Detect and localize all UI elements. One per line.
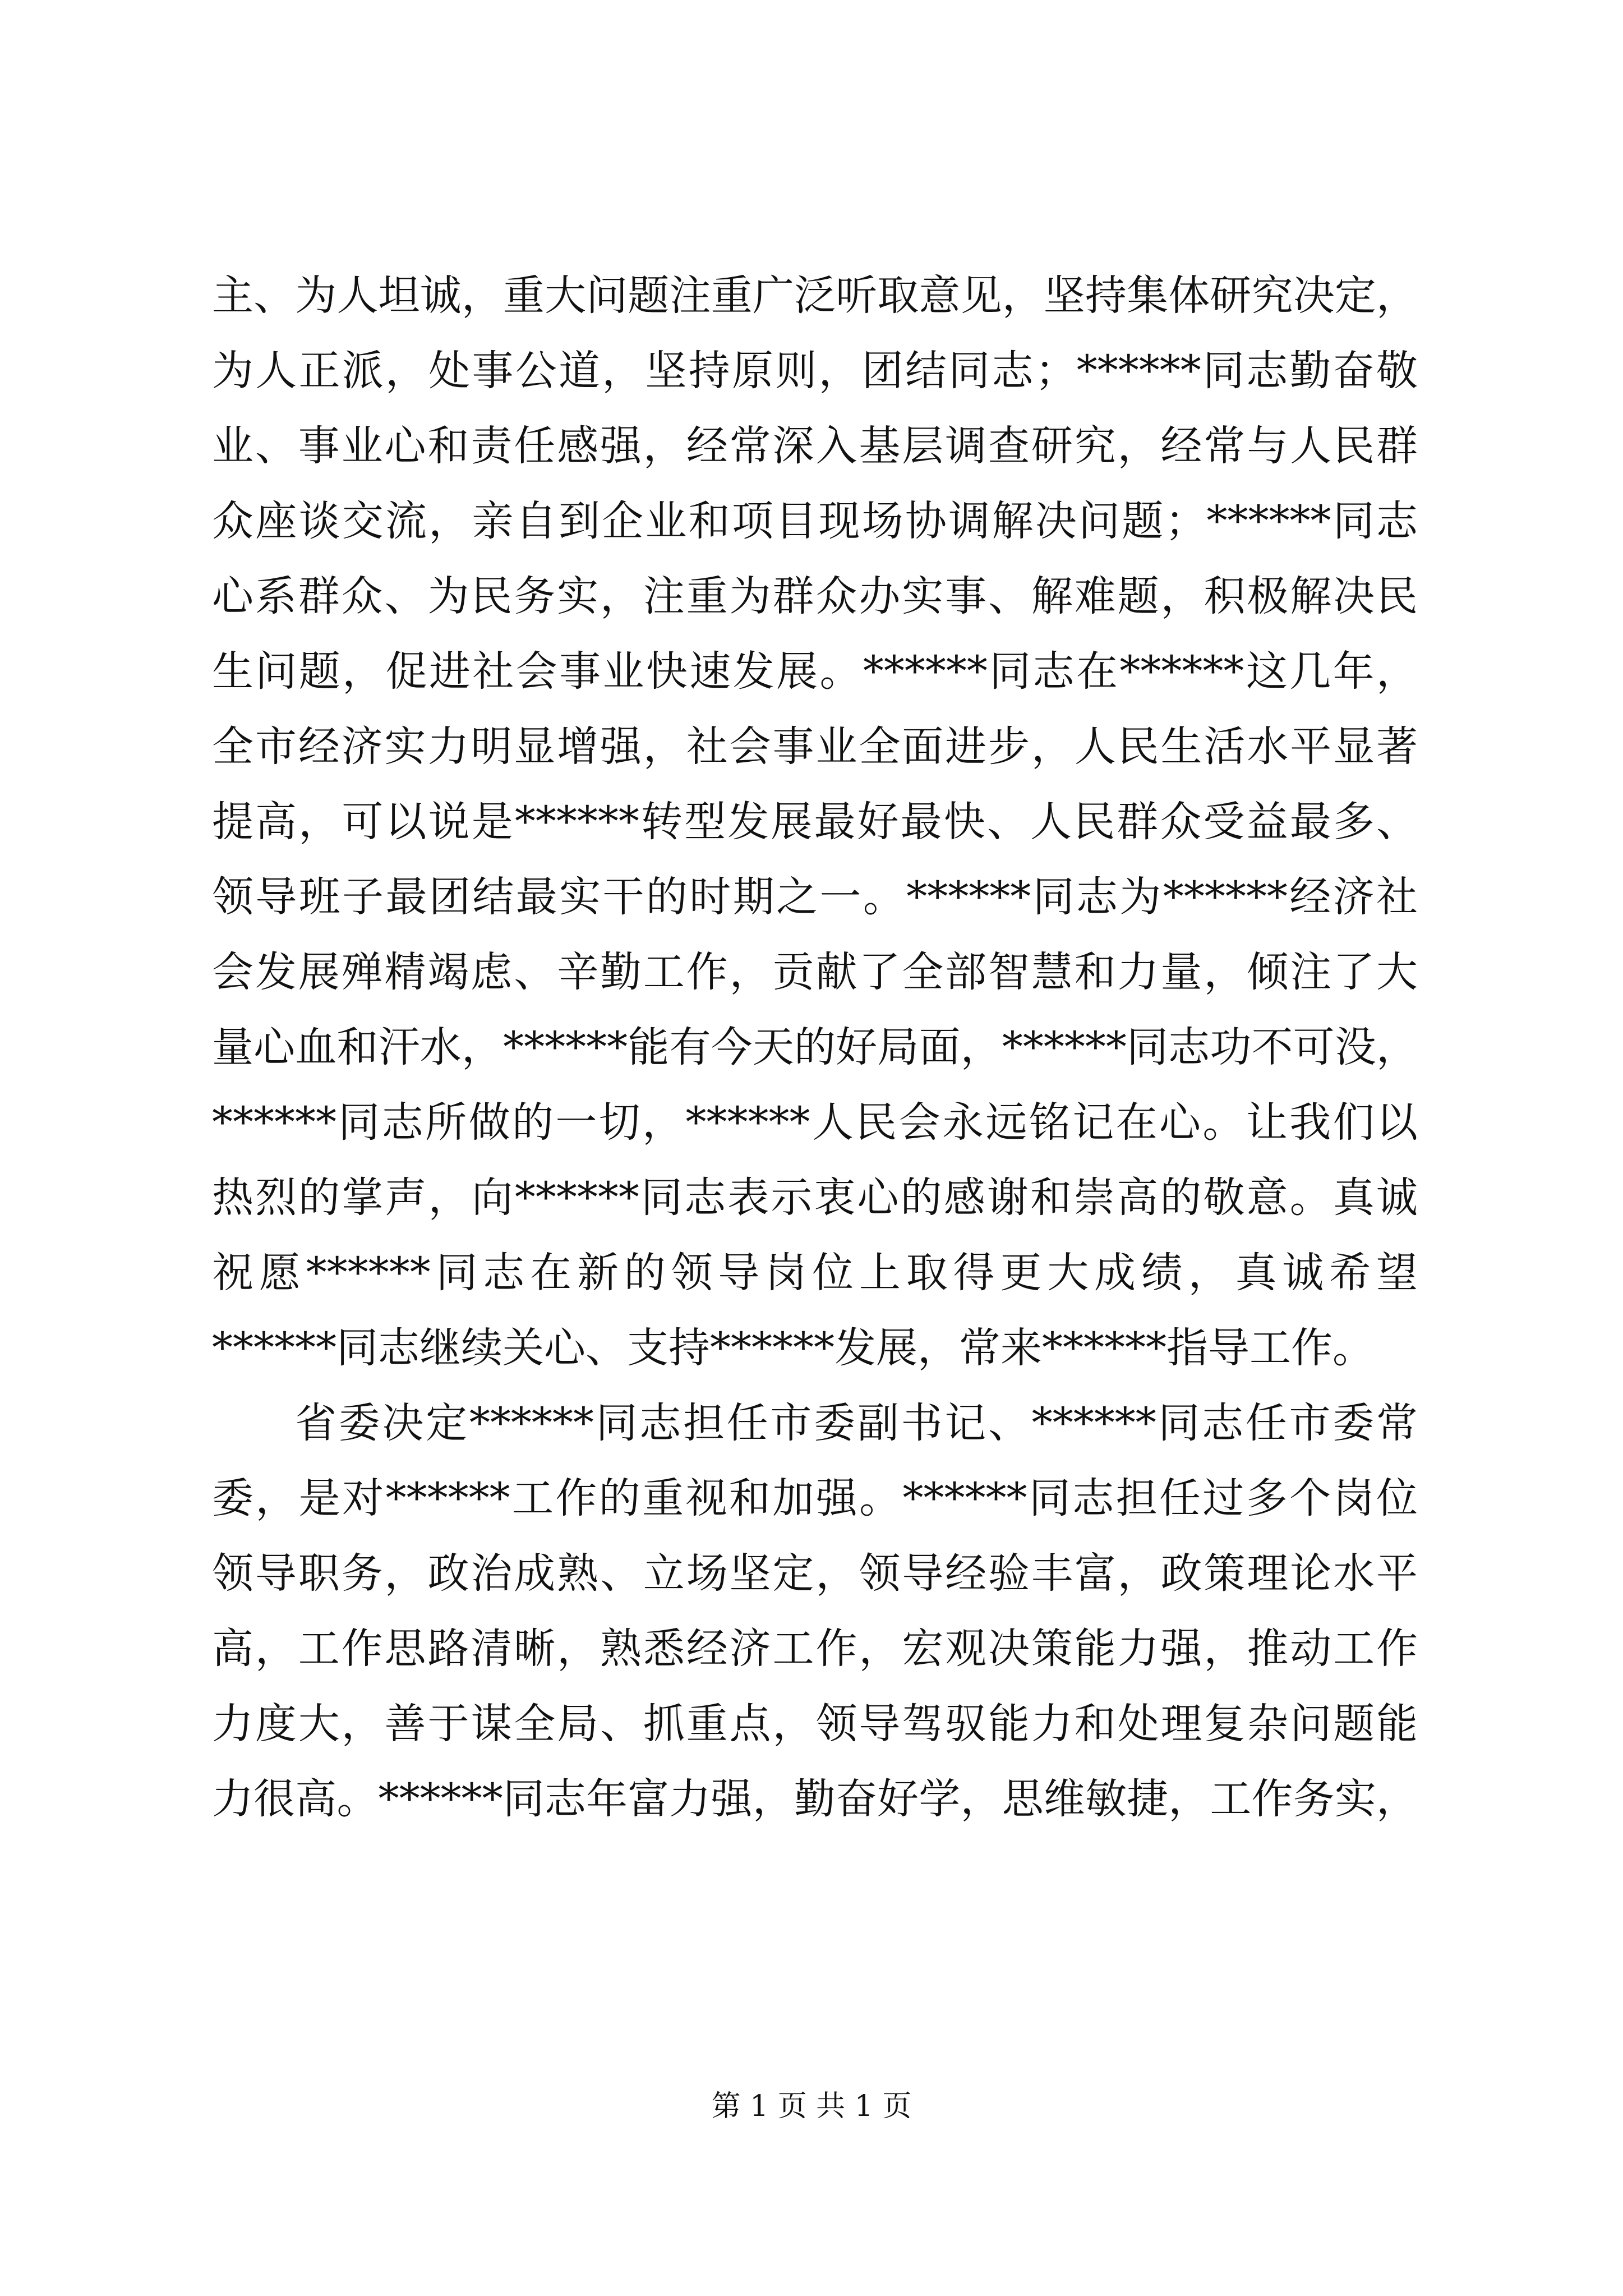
text-line: 生问题，促进社会事业快速发展。******同志在******这几年， <box>212 647 1418 696</box>
document-body <box>212 258 1418 1837</box>
text-line: 心系群众、为民务实，注重为群众办实事、解难题，积极解决民 <box>212 572 1418 620</box>
text-line: 为人正派，处事公道，坚持原则，团结同志；******同志勤奋敬 <box>212 347 1418 395</box>
text-line: 力度大，善于谋全局、抓重点，领导驾驭能力和处理复杂问题能 <box>212 1700 1418 1748</box>
text-line: 众座谈交流，亲自到企业和项目现场协调解决问题；******同志 <box>212 497 1418 545</box>
text-line: ******同志继续关心、支持******发展，常来******指导工作。 <box>212 1324 1374 1372</box>
text-line: 业、事业心和责任感强，经常深入基层调查研究，经常与人民群 <box>212 422 1418 470</box>
page-footer: 第 1 页 共 1 页 <box>711 2090 912 2123</box>
text-line: 会发展殚精竭虑、辛勤工作，贡献了全部智慧和力量，倾注了大 <box>212 948 1418 996</box>
text-line: 力很高。******同志年富力强，勤奋好学，思维敏捷，工作务实， <box>212 1775 1418 1823</box>
text-line: 提高，可以说是******转型发展最好最快、人民群众受益最多、 <box>212 798 1418 846</box>
text-line: 热烈的掌声，向******同志表示衷心的感谢和崇高的敬意。真诚 <box>212 1174 1418 1222</box>
text-line: 委，是对******工作的重视和加强。******同志担任过多个岗位 <box>212 1474 1418 1522</box>
text-line: 量心血和汗水，******能有今天的好局面，******同志功不可没， <box>212 1023 1418 1071</box>
text-line: 全市经济实力明显增强，社会事业全面进步，人民生活水平显著 <box>212 723 1418 771</box>
text-line: 领导班子最团结最实干的时期之一。******同志为******经济社 <box>212 873 1418 921</box>
text-line: 领导职务，政治成熟、立场坚定，领导经验丰富，政策理论水平 <box>212 1549 1418 1598</box>
text-line: 祝愿******同志在新的领导岗位上取得更大成绩，真诚希望 <box>212 1249 1418 1297</box>
text-line: 高，工作思路清晰，熟悉经济工作，宏观决策能力强，推动工作 <box>212 1625 1418 1673</box>
text-line: ******同志所做的一切，******人民会永远铭记在心。让我们以 <box>212 1098 1418 1147</box>
text-line: 主、为人坦诚，重大问题注重广泛听取意见，坚持集体研究决定， <box>212 272 1418 320</box>
text-line: 省委决定******同志担任市委副书记、******同志任市委常 <box>295 1399 1418 1447</box>
